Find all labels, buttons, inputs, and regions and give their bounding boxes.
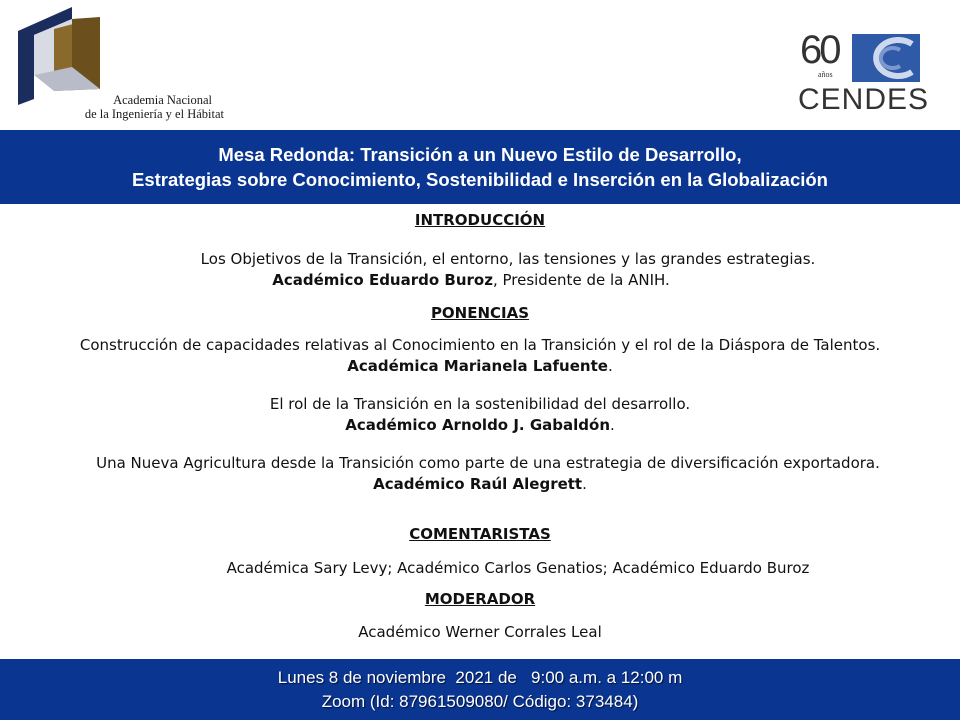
- ponencia-1-period: .: [607, 357, 613, 375]
- introduccion-speaker-role: , Presidente de la ANIH.: [492, 271, 670, 289]
- ponencia-3-speaker-line: [0, 474, 960, 495]
- anih-name-line2: de la Ingeniería y el Hábitat: [84, 107, 224, 121]
- introduccion-speaker-line: [0, 270, 960, 291]
- footer-banner: [0, 659, 960, 720]
- introduccion-heading: INTRODUCCIÓN: [414, 211, 546, 229]
- cendes-anniversary-number: 60: [800, 28, 839, 72]
- moderador-name: Académico Werner Corrales Leal: [358, 623, 602, 641]
- comentaristas-names: Académica Sary Levy; Académico Carlos Genatios; Académico Eduardo Buroz: [226, 559, 810, 577]
- ponencias-heading: PONENCIAS: [430, 304, 530, 322]
- ponencia-1-topic: Construcción de capacidades relativas al Conocimiento en la Transición y el rol de la Diáspora de Talentos.: [79, 336, 881, 354]
- cendes-logo: [790, 22, 930, 122]
- program-content: [0, 210, 960, 643]
- event-date-time: Lunes 8 de noviembre 2021 de 9:00 a.m. a 12:00 m: [277, 667, 683, 687]
- ponencia-2-speaker-line: [0, 415, 960, 436]
- moderador-heading: MODERADOR: [424, 590, 536, 608]
- anih-logo: [14, 5, 224, 123]
- introduccion-speaker: Académico Eduardo Buroz: [272, 271, 493, 289]
- zoom-details: Zoom (Id: 87961509080/ Código: 373484): [321, 691, 639, 711]
- cendes-mark-icon: [852, 34, 920, 82]
- ponencia-2-speaker: Académico Arnoldo J. Gabaldón: [345, 416, 610, 434]
- ponencia-3-speaker: Académico Raúl Alegrett: [373, 475, 583, 493]
- anih-emblem-icon: [14, 5, 114, 105]
- comentaristas-heading: COMENTARISTAS: [409, 525, 551, 543]
- title-line-2: Estrategias sobre Conocimiento, Sostenibilidad e Inserción en la Globalización: [132, 169, 828, 190]
- ponencia-3-period: .: [582, 475, 587, 493]
- ponencia-1-speaker: Académica Marianela Lafuente: [347, 357, 608, 375]
- introduccion-topic: Los Objetivos de la Transición, el entorno, las tensiones y las grandes estrategias.: [200, 250, 816, 268]
- title-banner: [0, 130, 960, 204]
- anih-name-line1: Academia Nacional: [113, 93, 212, 107]
- title-line-1: Mesa Redonda: Transición a un Nuevo Estilo de Desarrollo,: [218, 144, 742, 165]
- ponencia-2-topic: El rol de la Transición en la sostenibilidad del desarrollo.: [269, 395, 691, 413]
- ponencia-2-period: .: [610, 416, 615, 434]
- ponencia-3-topic: Una Nueva Agricultura desde la Transición como parte de una estrategia de diversificación exportadora.: [96, 454, 880, 472]
- cendes-name: CENDES: [798, 83, 930, 116]
- ponencia-1-speaker-line: [0, 356, 960, 377]
- cendes-anos-label: años: [818, 70, 833, 79]
